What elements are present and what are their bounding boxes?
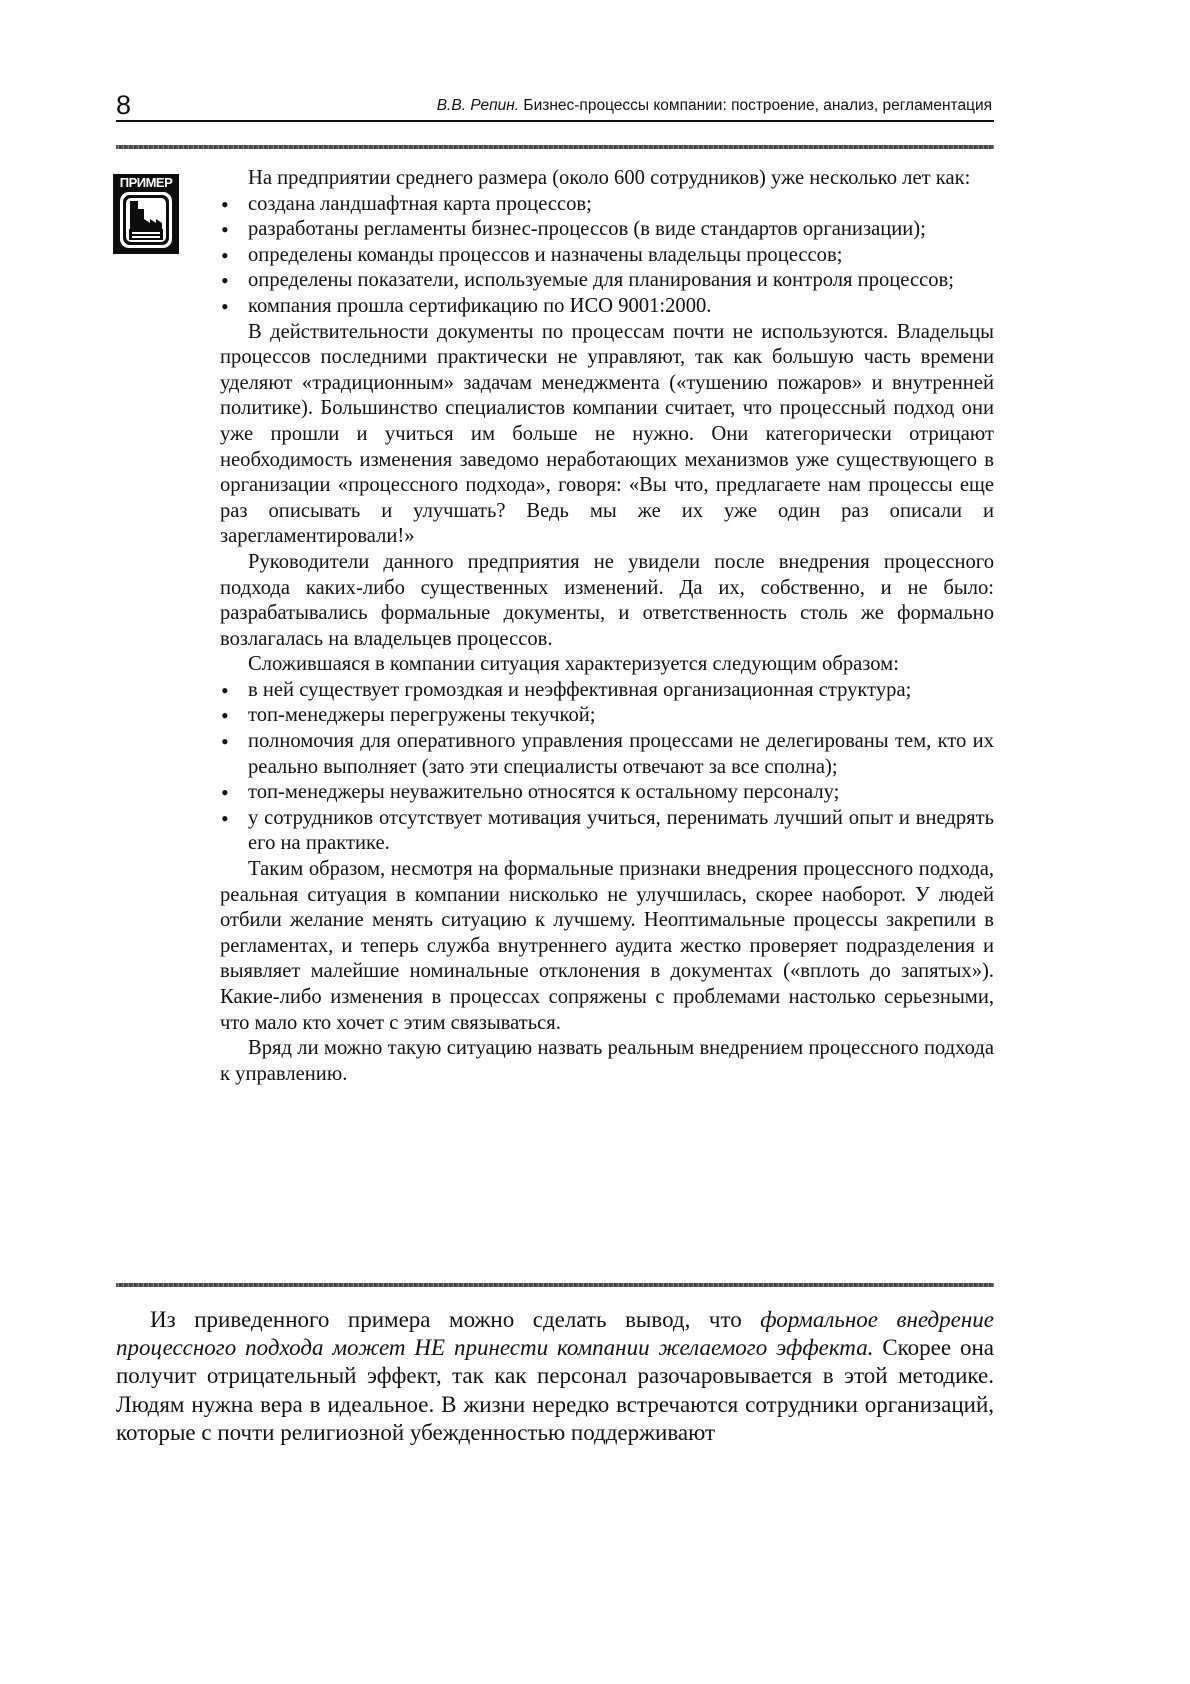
example-paragraph: В действительности документы по процессам почти не используются. Владельцы процессов последними практически не управляют, так как большую часть времени уделяют «традиционным» задачам менеджмента («тушению пожаров» и внутренней политике). Большинство специалистов компании считает, что процессный подход они уже прошли и учиться им больше не нужно. Они категорически отрицают необходимость изменения заведомо неработающих механизмов уже существующего в организации «процессного подхода», говоря: «Вы что, предлагаете нам процессы еще раз описывать и улучшать? Ведь мы же их уже один раз описали и зарегламентировали!» (220, 320, 994, 548)
factory-icon (119, 191, 173, 249)
situation-list (220, 678, 994, 857)
list-item: • у сотрудников отсутствует мотивация учиться, перенимать лучший опыт и внедрять его на практике. (220, 806, 994, 857)
list-item: • топ-менеджеры перегружены текучкой; (220, 703, 994, 729)
example-badge-label: ПРИМЕР (119, 175, 173, 190)
list-item: • топ-менеджеры неуважительно относятся к остальному персоналу; (220, 780, 994, 806)
list-item: • в ней существует громоздкая и неэффективная организационная структура; (220, 678, 994, 704)
example-paragraph: Таким образом, несмотря на формальные признаки внедрения процессного подхода, реальная ситуация в компании нисколько не улучшилась, скорее наоборот. У людей отбили желание менять ситуацию к лучшему. Неоптимальные процессы закрепили в регламентах, и теперь служба внутреннего аудита жестко проверяет подразделения и выявляет малейшие номинальные отклонения в документах («вплоть до запятых»). Какие-либо изменения в процессах сопряжены с проблемами настолько серьезными, что мало кто хочет с этим связываться. (220, 858, 994, 1034)
list-item: • определены команды процессов и назначены владельцы процессов; (220, 243, 994, 269)
book-title: Бизнес-процессы компании: построение, анализ, регламентация (519, 97, 992, 114)
body-text: Из приведенного примера можно сделать вывод, что (150, 1307, 761, 1332)
list-item: • определены показатели, используемые для планирования и контроля процессов; (220, 268, 994, 294)
example-paragraph: Сложившаяся в компании ситуация характеризуется следующим образом: (248, 653, 899, 676)
example-top-divider (116, 145, 994, 149)
example-badge (113, 174, 179, 254)
example-paragraph: Вряд ли можно такую ситуацию назвать реальным внедрением процессного подхода к управлению. (220, 1037, 994, 1085)
running-header (116, 90, 994, 122)
example-bottom-divider (116, 1283, 994, 1287)
author-name: В.В. Репин. (436, 97, 520, 114)
list-item: • создана ландшафтная карта процессов; (220, 192, 994, 218)
list-item: • разработаны регламенты бизнес-процессов (в виде стандартов организации); (220, 217, 994, 243)
example-intro: На предприятии среднего размера (около 600 сотрудников) уже несколько лет как: (248, 167, 971, 189)
main-body-text (116, 1306, 994, 1447)
body-text: Скорее она получит отрицательный эффект, так как персонал разочаровывается в этой методике. Людям нужна вера в идеальное. В жизни нередко встречаются сотрудники организаций, которые с почти религиозной убежденностью поддерживают (116, 1335, 994, 1445)
list-item: • компания прошла сертификацию по ИСО 9001:2000. (220, 294, 994, 320)
achievements-list (220, 192, 994, 320)
emphasized-conclusion: формальное внедрение процессного подхода может НЕ принести компании желаемого эффекта. (116, 1307, 994, 1361)
running-title (437, 97, 992, 115)
example-box (220, 166, 994, 1087)
example-paragraph: Руководители данного предприятия не увидели после внедрения процессного подхода каких-либо существенных изменений. Да их, собственно, и не было: разрабатывались формальные документы, и ответственность столь же формально возлагалась на владельцев процессов. (220, 550, 994, 650)
body-paragraph (116, 1306, 994, 1447)
list-item: • полномочия для оперативного управления процессами не делегированы тем, кто их реально выполняет (зато эти специалисты отвечают за все сполна); (220, 729, 994, 780)
page-number: 8 (116, 90, 132, 120)
